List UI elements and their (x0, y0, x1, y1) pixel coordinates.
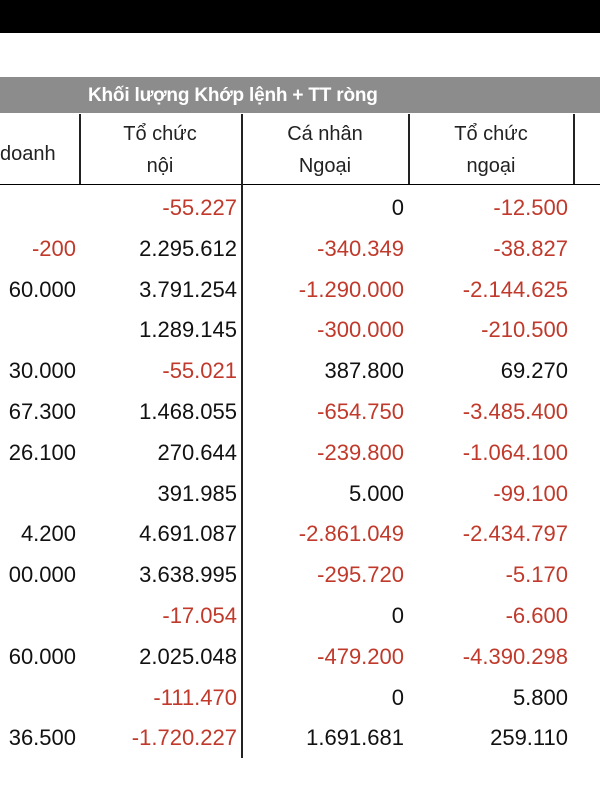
table-cell: 0 (391, 684, 404, 710)
table-cell: -3.485.400 (462, 399, 568, 424)
header-to-chuc-noi (80, 114, 240, 184)
column-divider (408, 114, 410, 184)
table-header (0, 114, 600, 185)
table-cell: 26.100 (8, 439, 76, 465)
table-row (0, 474, 600, 514)
table-cell: 1.468.055 (139, 399, 237, 424)
table-row (0, 229, 600, 269)
column-divider (241, 114, 243, 184)
table-cell: -200 (31, 235, 76, 261)
table-cell: 00.000 (8, 562, 76, 588)
table-row (0, 678, 600, 718)
top-black-bar (0, 0, 600, 33)
table-cell: 1.289.145 (139, 317, 237, 343)
table-cell: 5.000 (348, 480, 404, 506)
column-divider (573, 114, 575, 184)
table-row (0, 433, 600, 473)
table-cell: 30.000 (8, 358, 76, 384)
header-label: Ngoại (298, 155, 352, 177)
table-cell: -1.290.000 (298, 276, 404, 302)
table-cell: 3.638.995 (139, 562, 237, 588)
table-cell: 0 (391, 603, 404, 628)
table-cell: -2.434.797 (462, 521, 568, 547)
table-cell: 387.800 (324, 358, 404, 384)
table-cell: 2.025.048 (139, 643, 237, 669)
table-cell: -2.861.049 (298, 521, 404, 547)
table-row (0, 555, 600, 595)
table-row (0, 270, 600, 310)
table-cell: 5.800 (512, 684, 568, 710)
table-cell: -340.349 (317, 235, 404, 261)
table-cell: -17.054 (162, 603, 237, 628)
table-cell: -2.144.625 (462, 276, 568, 302)
header-label: doanh (0, 143, 56, 165)
table-cell: 4.691.087 (139, 521, 237, 547)
table-cell: -479.200 (317, 643, 404, 669)
table-cell: 60.000 (8, 276, 76, 302)
table-cell: -55.227 (162, 195, 237, 220)
table-cell: -12.500 (493, 195, 568, 220)
table-cell: 259.110 (490, 725, 568, 751)
header-label: Cá nhân (287, 123, 363, 145)
table-row (0, 514, 600, 554)
header-label: Tổ chức (454, 123, 528, 145)
table-cell: -239.800 (317, 439, 404, 465)
header-label: Tổ chức (123, 123, 197, 145)
table-row (0, 718, 600, 758)
table-cell: -654.750 (317, 399, 404, 424)
table-row (0, 188, 600, 228)
table-cell: 270.644 (157, 439, 237, 465)
table-row (0, 310, 600, 350)
table-cell: -38.827 (493, 235, 568, 261)
table-row (0, 392, 600, 432)
table-row (0, 596, 600, 636)
table-cell: -4.390.298 (462, 643, 568, 669)
header-doanh (0, 114, 78, 184)
table-cell: -295.720 (317, 562, 404, 588)
table-cell: 2.295.612 (139, 235, 237, 261)
table-cell: -99.100 (493, 480, 568, 506)
table-cell: 391.985 (157, 480, 237, 506)
table-cell: -6.600 (505, 603, 568, 628)
header-to-chuc-ngoai (410, 114, 572, 184)
header-label: nội (146, 155, 174, 177)
table-cell: -111.470 (153, 684, 237, 710)
table-cell: 69.270 (500, 358, 568, 384)
column-divider (79, 114, 81, 184)
table-row (0, 351, 600, 391)
table-cell: 67.300 (8, 399, 76, 424)
table-cell: -55.021 (162, 358, 237, 384)
table-cell: -1.064.100 (462, 439, 568, 465)
table-cell: -5.170 (505, 562, 568, 588)
table-cell: 0 (391, 195, 404, 220)
table-cell: 36.500 (8, 725, 76, 751)
table-cell: 1.691.681 (306, 725, 404, 751)
header-ca-nhan-ngoai (242, 114, 408, 184)
table-cell: 3.791.254 (139, 276, 237, 302)
table-cell: 60.000 (8, 643, 76, 669)
table-cell: -300.000 (317, 317, 404, 343)
header-label: ngoại (466, 155, 516, 177)
table-title-band (0, 77, 600, 113)
table-row (0, 637, 600, 677)
table-cell: -210.500 (481, 317, 568, 343)
table-title: Khối lượng Khớp lệnh + TT ròng (88, 85, 378, 106)
table-cell: -1.720.227 (131, 725, 237, 751)
table-cell: 4.200 (20, 521, 76, 547)
